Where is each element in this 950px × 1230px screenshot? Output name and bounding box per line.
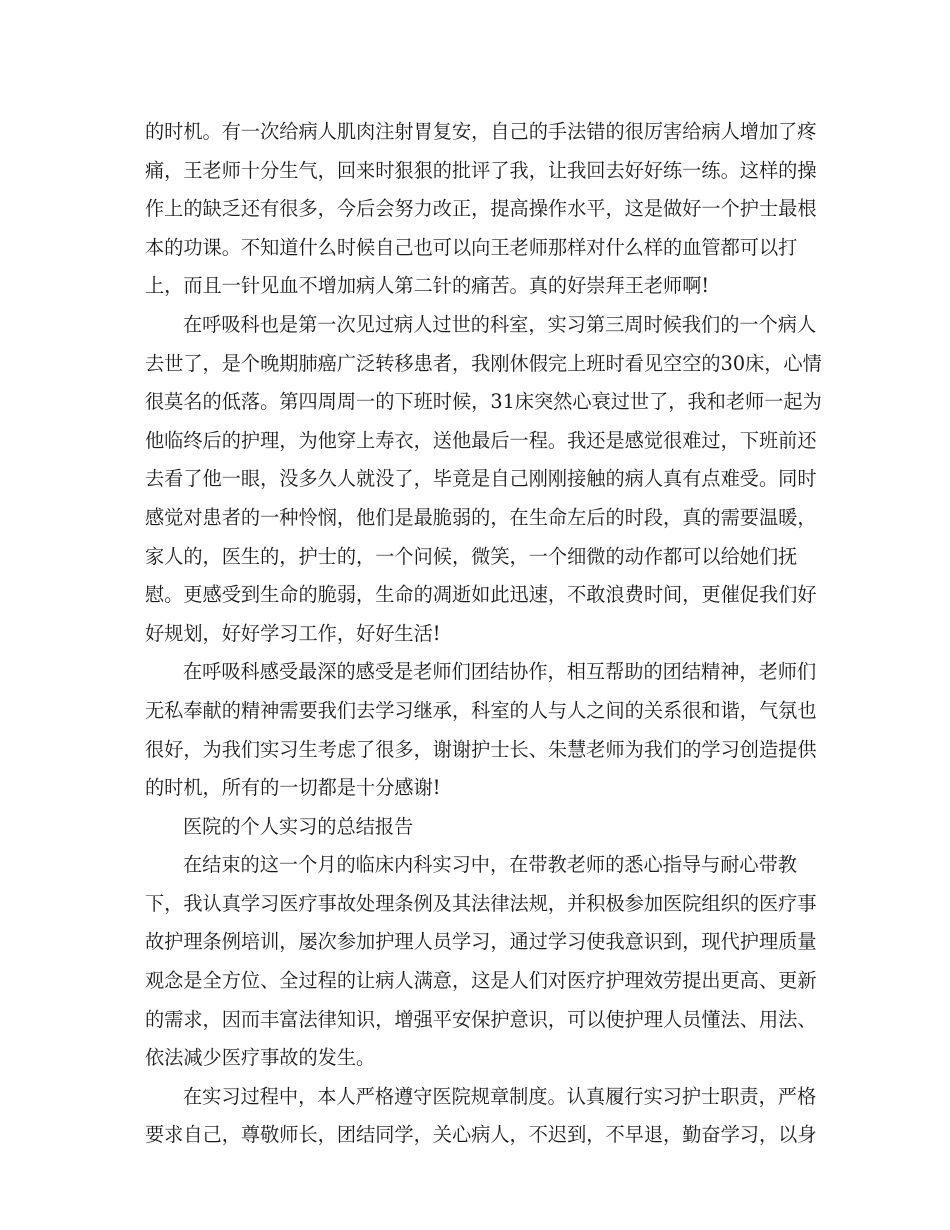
text-line: 的时机。有一次给病人肌肉注射胃复安，自己的手法错的很厉害给病人增加了疼: [145, 120, 817, 143]
text-line: 很莫名的低落。第四周周一的下班时候，31床突然心衰过世了，我和老师一起为: [145, 390, 822, 414]
text-line: 痛，王老师十分生气，回来时狠狠的批评了我，让我回去好好练一练。这样的操: [145, 158, 817, 182]
text-line: 好规划，好好学习工作，好好生活!: [145, 621, 441, 645]
text-line: 很好，为我们实习生考虑了很多，谢谢护士长、朱慧老师为我们的学习创造提供: [145, 737, 817, 761]
text-line: 无私奉献的精神需要我们去学习继承，科室的人与人之间的关系很和谐，气氛也: [145, 698, 817, 722]
document-body: [145, 113, 822, 1155]
text-line: 上，而且一针见血不增加病人第二针的痛苦。真的好崇拜王老师啊!: [145, 274, 710, 298]
text-line: 他临终后的护理，为他穿上寿衣，送他最后一程。我还是感觉很难过，下班前还: [145, 428, 817, 452]
paragraph-first-line: 在结束的这一个月的临床内科实习中，在带教老师的悉心指导与耐心带教: [183, 853, 797, 877]
text-line: 故护理条例培训，屡次参加护理人员学习，通过学习使我意识到，现代护理质量: [145, 930, 817, 954]
text-line: 作上的缺乏还有很多，今后会努力改正，提高操作水平，这是做好一个护士最根: [145, 197, 817, 221]
paragraph-first-line: 在呼吸科感受最深的感受是老师们团结协作，相互帮助的团结精神，老师们: [183, 660, 817, 684]
text-line: 下，我认真学习医疗事故处理条例及其法律法规，并积极参加医院组织的医疗事: [145, 891, 817, 915]
text-line: 依法减少医疗事故的发生。: [145, 1046, 376, 1070]
paragraph-first-line: 医院的个人实习的总结报告: [183, 814, 414, 838]
paragraph-first-line: 在实习过程中，本人严格遵守医院规章制度。认真履行实习护士职责，严格: [183, 1084, 817, 1108]
text-line: 观念是全方位、全过程的让病人满意，这是人们对医疗护理效劳提出更高、更新: [145, 969, 817, 993]
text-line: 慰。更感受到生命的脆弱，生命的凋逝如此迅速，不敢浪费时间，更催促我们好: [145, 583, 817, 607]
text-line: 本的功课。不知道什么时候自己也可以向王老师那样对什么样的血管都可以打: [145, 235, 798, 259]
text-line: 的时机，所有的一切都是十分感谢!: [145, 776, 441, 800]
text-line: 的需求，因而丰富法律知识，增强平安保护意识，可以使护理人员懂法、用法、: [145, 1007, 817, 1031]
text-line: 要求自己，尊敬师长，团结同学，关心病人，不迟到，不早退，勤奋学习，以身: [145, 1123, 817, 1147]
paragraph-first-line: 在呼吸科也是第一次见过病人过世的科室，实习第三周时候我们的一个病人: [183, 312, 817, 336]
text-line: 感觉对患者的一种怜悯，他们是最脆弱的，在生命左后的时段，真的需要温暖，: [145, 505, 817, 529]
text-line: 去看了他一眼，没多久人就没了，毕竟是自己刚刚接触的病人真有点难受。同时: [145, 467, 817, 491]
text-line: 家人的，医生的，护士的，一个问候，微笑，一个细微的动作都可以给她们抚: [145, 544, 798, 568]
text-line: 去世了，是个晚期肺癌广泛转移患者，我刚休假完上班时看见空空的30床，心情: [145, 351, 822, 375]
